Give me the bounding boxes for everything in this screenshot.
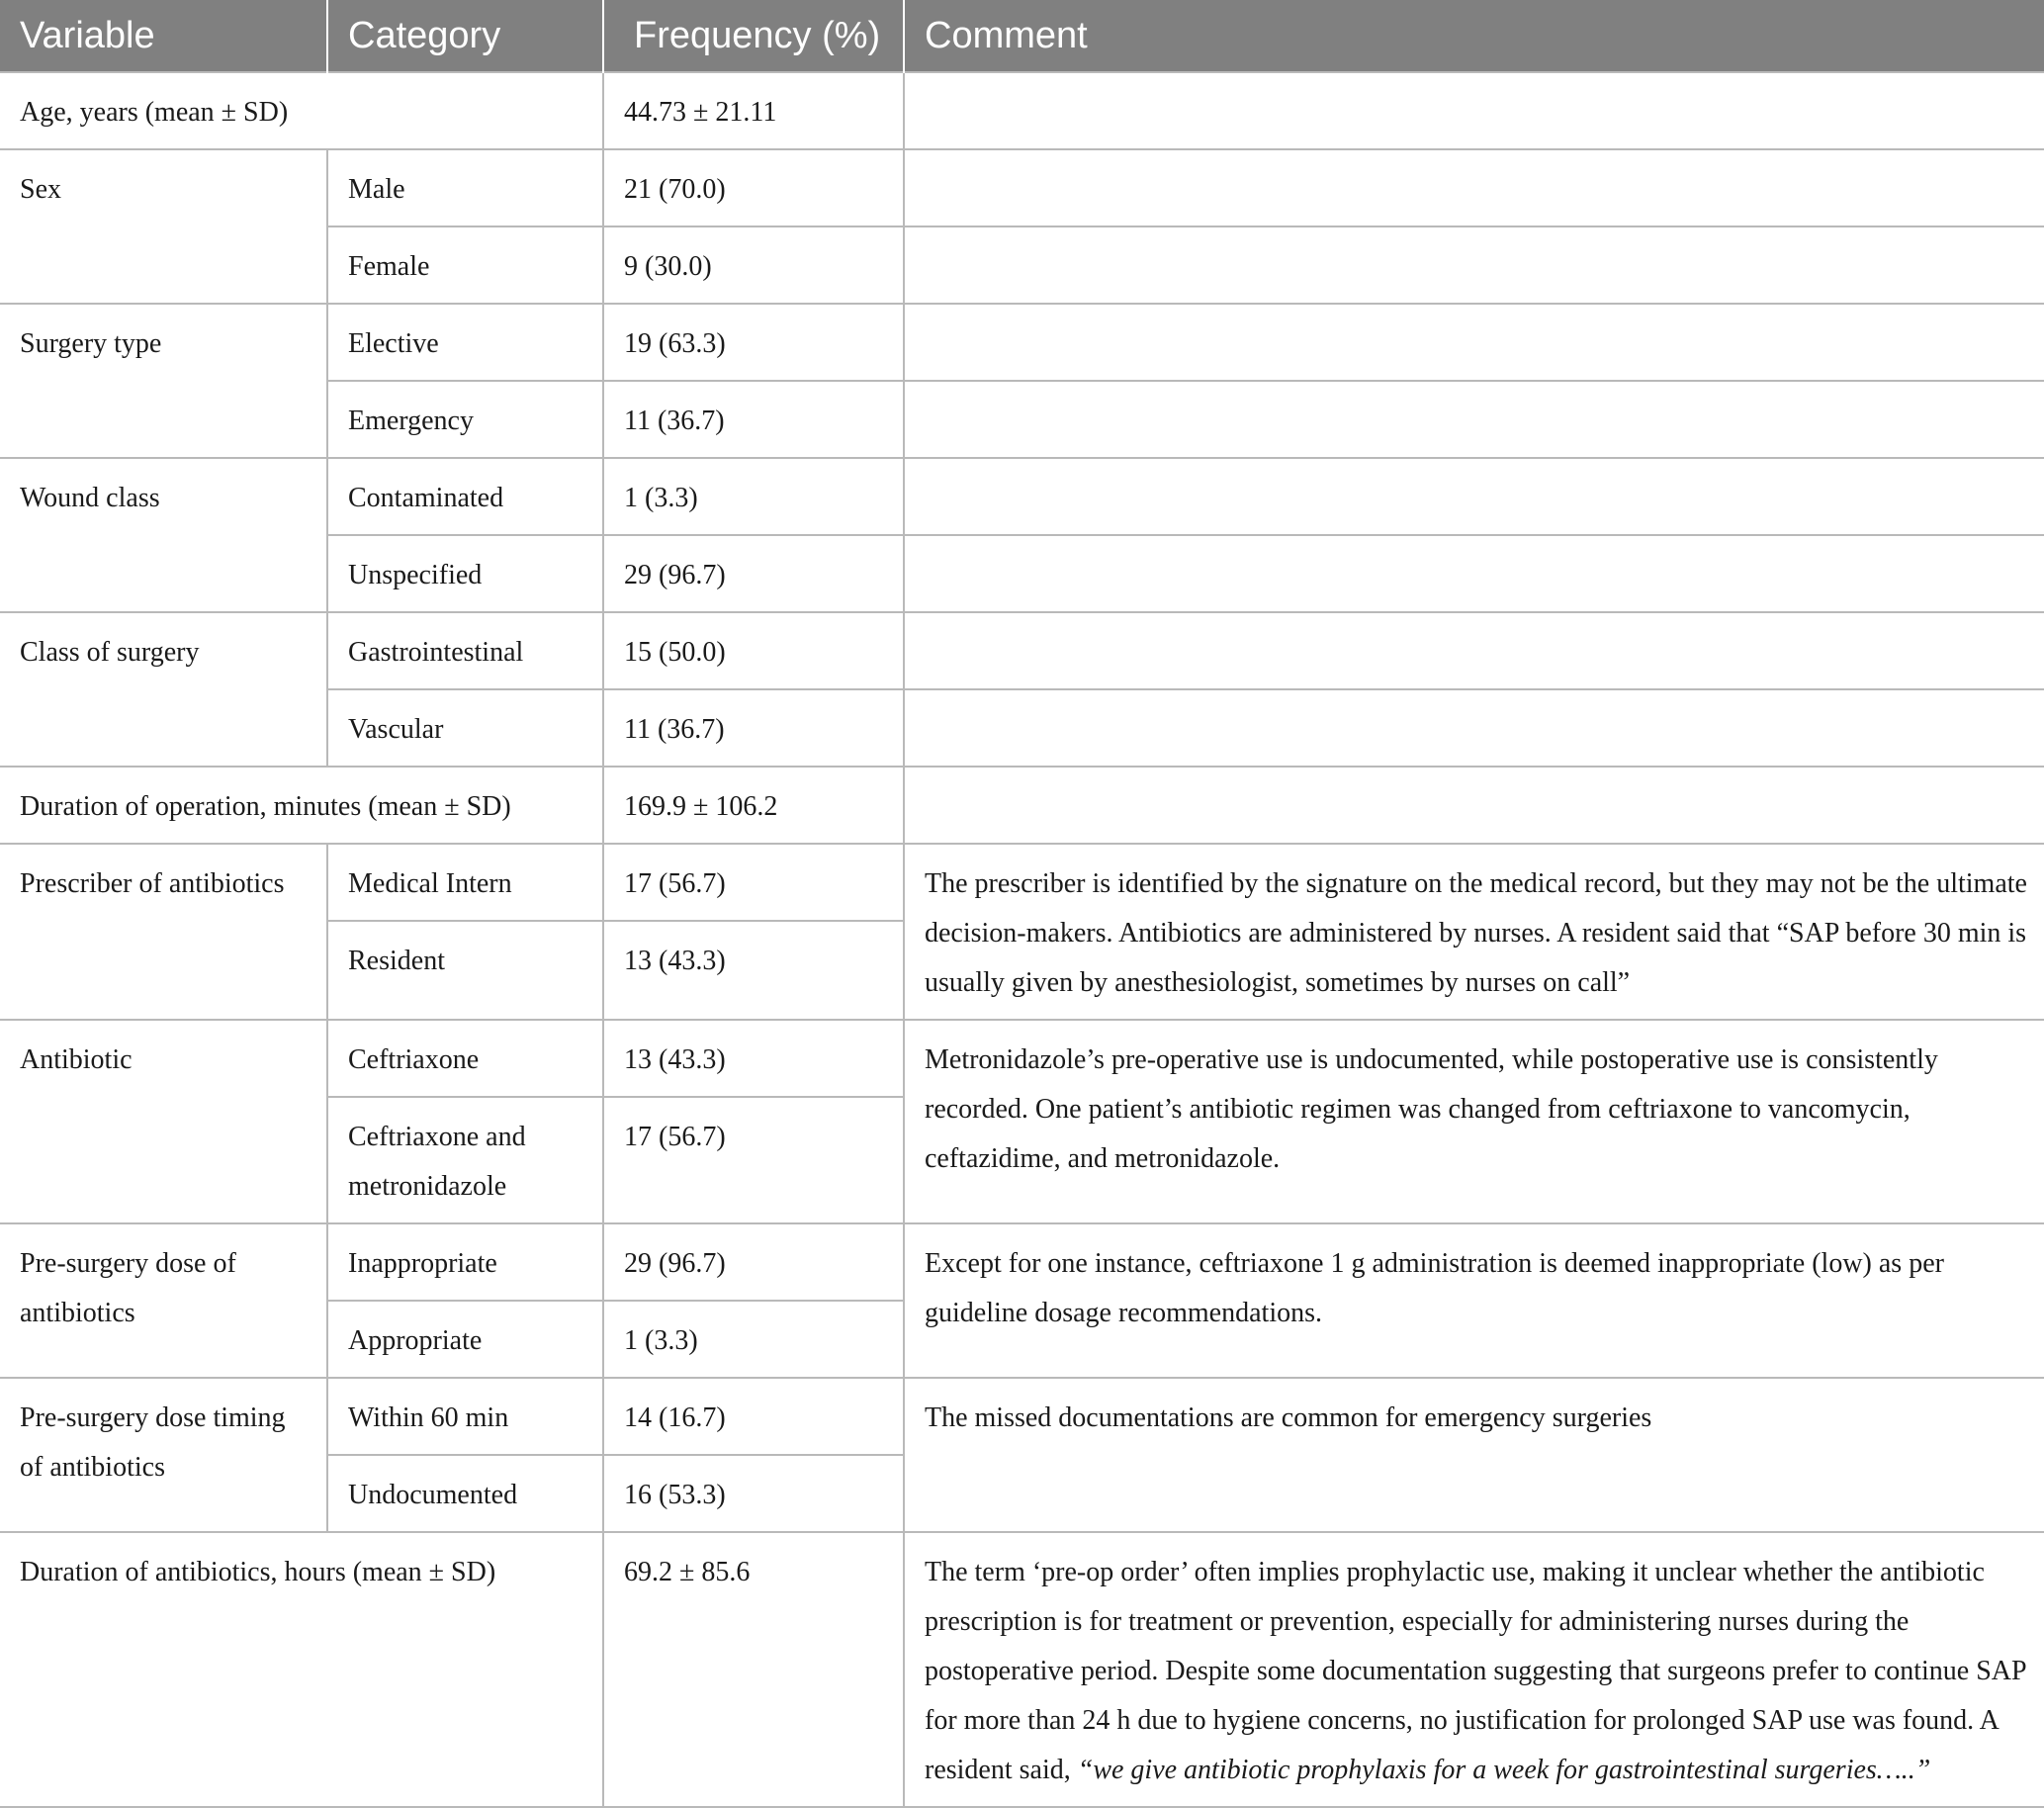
variable-cell: Prescriber of antibiotics [0, 844, 327, 1020]
frequency-cell: 1 (3.3) [603, 458, 904, 535]
variable-cell: Duration of operation, minutes (mean ± SD) [0, 767, 603, 844]
category-cell: Ceftriaxone and metronidazole [327, 1097, 603, 1223]
table-row [0, 1223, 2044, 1301]
comment-cell [904, 149, 2044, 226]
comment-text: The term ‘pre-op order’ often implies prophylactic use, making it unclear whether the antibiotic prescription is for treatment or prevention, especially for administering nurses during the postoperative period. Despite some documentation suggesting that surgeons prefer to continue SAP for more than 24 h due to hygiene concerns, no justification for prolonged SAP use was found. A resident said, [925, 1557, 2026, 1785]
variable-cell: Sex [0, 149, 327, 304]
frequency-cell: 29 (96.7) [603, 535, 904, 612]
variable-cell: Pre-surgery dose of antibiotics [0, 1223, 327, 1378]
variable-cell: Wound class [0, 458, 327, 612]
category-cell: Gastrointestinal [327, 612, 603, 689]
category-cell: Resident [327, 921, 603, 1020]
comment-cell [904, 72, 2044, 149]
header-row [0, 0, 2044, 72]
category-cell: Unspecified [327, 535, 603, 612]
comment-cell [904, 535, 2044, 612]
table-row [0, 149, 2044, 226]
table-body [0, 72, 2044, 1807]
variable-cell: Pre-surgery dose timing of antibiotics [0, 1378, 327, 1532]
comment-cell [904, 304, 2044, 381]
frequency-cell: 11 (36.7) [603, 689, 904, 767]
frequency-cell: 13 (43.3) [603, 921, 904, 1020]
table-row [0, 72, 2044, 149]
frequency-cell: 21 (70.0) [603, 149, 904, 226]
category-cell: Within 60 min [327, 1378, 603, 1455]
comment-cell [904, 381, 2044, 458]
table-row [0, 1532, 2044, 1807]
header-category: Category [327, 0, 603, 72]
category-cell: Undocumented [327, 1455, 603, 1532]
category-cell: Ceftriaxone [327, 1020, 603, 1097]
comment-cell: Metronidazole’s pre-operative use is undocumented, while postoperative use is consistently recorded. One patient’s antibiotic regimen was changed from ceftriaxone to vancomycin, ceftazidime, and metronidazole. [904, 1020, 2044, 1223]
frequency-cell: 69.2 ± 85.6 [603, 1532, 904, 1807]
comment-cell [904, 767, 2044, 844]
category-cell: Medical Intern [327, 844, 603, 921]
comment-cell [904, 612, 2044, 689]
category-cell: Male [327, 149, 603, 226]
frequency-cell: 15 (50.0) [603, 612, 904, 689]
comment-cell [904, 458, 2044, 535]
frequency-cell: 17 (56.7) [603, 844, 904, 921]
comment-cell [904, 689, 2044, 767]
frequency-cell: 14 (16.7) [603, 1378, 904, 1455]
resident-quote: “we give antibiotic prophylaxis for a week for gastrointestinal surgeries…..” [1077, 1755, 1931, 1785]
category-cell: Contaminated [327, 458, 603, 535]
frequency-cell: 17 (56.7) [603, 1097, 904, 1223]
comment-cell: The prescriber is identified by the signature on the medical record, but they may not be the ultimate decision-makers. Antibiotics are administered by nurses. A resident said that “SAP before 30 min is usually given by anesthesiologist, sometimes by nurses on call” [904, 844, 2044, 1020]
frequency-cell: 11 (36.7) [603, 381, 904, 458]
header-frequency: Frequency (%) [603, 0, 904, 72]
table-row [0, 612, 2044, 689]
category-cell: Vascular [327, 689, 603, 767]
comment-cell: The missed documentations are common for emergency surgeries [904, 1378, 2044, 1532]
variable-cell: Surgery type [0, 304, 327, 458]
category-cell: Female [327, 226, 603, 304]
variable-cell: Age, years (mean ± SD) [0, 72, 603, 149]
table-row [0, 458, 2044, 535]
frequency-cell: 1 (3.3) [603, 1301, 904, 1378]
comment-cell [904, 1532, 2044, 1807]
header-comment: Comment [904, 0, 2044, 72]
frequency-cell: 13 (43.3) [603, 1020, 904, 1097]
comment-cell: Except for one instance, ceftriaxone 1 g administration is deemed inappropriate (low) as per guideline dosage recommendations. [904, 1223, 2044, 1378]
variable-cell: Duration of antibiotics, hours (mean ± SD) [0, 1532, 603, 1807]
table-row [0, 304, 2044, 381]
table-row [0, 767, 2044, 844]
category-cell: Appropriate [327, 1301, 603, 1378]
header-variable: Variable [0, 0, 327, 72]
table-row [0, 1020, 2044, 1097]
frequency-cell: 29 (96.7) [603, 1223, 904, 1301]
category-cell: Emergency [327, 381, 603, 458]
category-cell: Inappropriate [327, 1223, 603, 1301]
variable-cell: Antibiotic [0, 1020, 327, 1223]
frequency-cell: 44.73 ± 21.11 [603, 72, 904, 149]
variable-cell: Class of surgery [0, 612, 327, 767]
frequency-cell: 9 (30.0) [603, 226, 904, 304]
table-row [0, 1378, 2044, 1455]
frequency-cell: 16 (53.3) [603, 1455, 904, 1532]
comment-cell [904, 226, 2044, 304]
table-row [0, 844, 2044, 921]
table-header [0, 0, 2044, 72]
category-cell: Elective [327, 304, 603, 381]
frequency-cell: 19 (63.3) [603, 304, 904, 381]
frequency-cell: 169.9 ± 106.2 [603, 767, 904, 844]
